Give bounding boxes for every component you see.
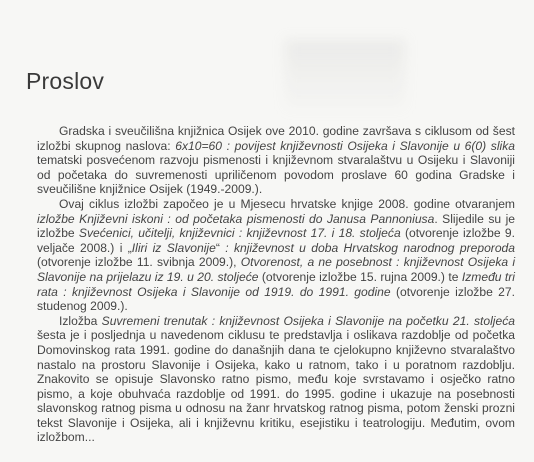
p2-text-m: (otvorenje izložbe 27. studenog 2009.). bbox=[37, 284, 515, 314]
page-title: Proslov bbox=[26, 68, 105, 94]
paragraph-2 bbox=[37, 197, 515, 314]
bleed-through-shadow bbox=[285, 40, 405, 110]
p1-text-c: tematski posvećenom razvoju pismenosti i književnom stvaralaštvu u Osijeku i Slavoniji od početaka do suvremenosti upriličenom povodom proslave 60 godina Gradske i sveučilišne knjižnice Osijek (1949.-2009.). bbox=[37, 153, 515, 197]
p2-italic-j: Otvorenost, a ne posebnost : književnost Osijeka i Slavonije na prijelazu iz 19. u 20. stoljeće bbox=[37, 255, 516, 284]
paragraph-3 bbox=[37, 314, 515, 445]
p2-italic-h: : književnost u doba Hrvatskog narodnog preporoda bbox=[225, 240, 516, 255]
p2-text-e: (otvorenje izložbe 9. veljače 2008.) i „ bbox=[37, 226, 515, 255]
p1-text-a: Gradska i sveučilišna knjižnica Osijek ove 2010. godine završava s ciklusom od šest izložbi skupnog naslova: bbox=[37, 124, 515, 153]
paragraph-1 bbox=[37, 124, 515, 197]
p2-text-c: . Slijedile su je izložbe bbox=[37, 211, 515, 241]
p2-italic-f: Iliri iz Slavonije bbox=[131, 240, 216, 255]
p2-italic-d: Svećenici, učitelji, književnici : književnost 17. i 18. stoljeća bbox=[78, 226, 401, 241]
p2-italic-l: Između tri rata : književnost Osijeka i Slavonije od 1919. do 1991. godine bbox=[37, 269, 515, 299]
p3-italic-b: Suvremeni trenutak : književnost Osijeka i Slavonije na početku 21. stoljeća bbox=[101, 313, 515, 328]
p2-italic-b: izložbe Književni iskoni : od početaka pismenosti do Janusa Pannoniusa bbox=[37, 211, 435, 226]
p2-text-g: “ bbox=[215, 240, 226, 255]
p2-text-i: (otvorenje izložbe 11. svibnja 2009.), bbox=[37, 255, 241, 270]
p2-text-a: Ovaj ciklus izložbi započeo je u Mjesecu hrvatske knjige 2008. godine otvaranjem bbox=[59, 196, 515, 211]
body-text bbox=[37, 124, 515, 445]
p1-italic-title: 6x10=60 : povijest književnosti Osijeka i Slavonije u 6(0) slika bbox=[175, 138, 515, 153]
p3-text-c: šesta je i posljednja u navedenom ciklusu te predstavlja i oslikava razdoblje od početka Domovinskog rata 1991. godine do današnjih dana te cjelokupno književno stvaralaštvo nastalo na prostoru Slavonije i Osijeka, kako u ratnom, tako i u poratnom razdoblju. Znakovito se opisuje Slavonsko ratno pismo, među koje svrstavamo i osječko ratno pismo, a koje obuhvaća razdoblje od 1991. do 1995. godine i ukazuje na posebnosti slavonskog ratnog pisma u odnosu na žanr hrvatskog ratnog pisma, potom ženski prozni tekst Slavonije i Osijeka, ali i književnu kritiku, esejistiku i teatrologiju. Međutim, ovom izložbom... bbox=[37, 328, 515, 445]
p3-text-a: Izložba bbox=[59, 313, 102, 328]
p2-text-k: (otvorenje izložbe 15. rujna 2009.) te bbox=[258, 269, 462, 284]
